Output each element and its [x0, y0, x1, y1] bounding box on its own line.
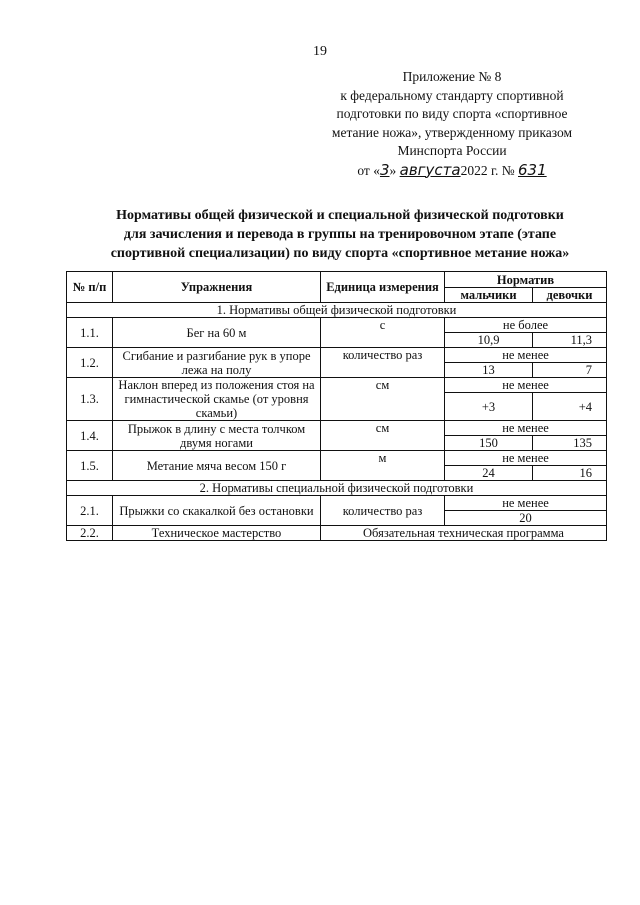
row-qualifier: не менее	[445, 451, 607, 466]
appendix-line2: к федеральному стандарту спортивной	[340, 87, 564, 103]
row-qualifier: не менее	[445, 378, 607, 393]
date-prefix: от «	[357, 162, 380, 178]
row-exercise: Техническое мастерство	[113, 526, 321, 541]
page-number: 19	[313, 44, 327, 59]
row-qualifier: не менее	[445, 348, 607, 363]
row-both: 20	[445, 511, 607, 526]
order-number: 631	[518, 160, 547, 179]
header-norm: Норматив	[445, 272, 607, 288]
row-num: 1.4.	[67, 421, 113, 451]
row-qualifier: не менее	[445, 421, 607, 436]
row-boys: 24	[445, 466, 533, 481]
header-boys: мальчики	[445, 288, 533, 303]
row-unit: см	[321, 421, 445, 451]
row-exercise: Сгибание и разгибание рук в упоре лежа на полу	[113, 348, 321, 378]
date-day: 3	[379, 160, 390, 179]
row-unit: м	[321, 451, 445, 481]
row-girls: 11,3	[533, 333, 607, 348]
section-general: 1. Нормативы общей физической подготовки	[67, 303, 607, 318]
header-unit: Единица измерения	[321, 272, 445, 303]
row-num: 1.3.	[67, 378, 113, 421]
row-qualifier: не более	[445, 318, 607, 333]
row-num: 1.2.	[67, 348, 113, 378]
row-boys: 10,9	[445, 333, 533, 348]
row-girls: +4	[533, 393, 607, 421]
row-exercise: Метание мяча весом 150 г	[113, 451, 321, 481]
header-exercise: Упражнения	[113, 272, 321, 303]
section-special: 2. Нормативы специальной физической подготовки	[67, 481, 607, 496]
row-exercise: Прыжок в длину с места толчком двумя ногами	[113, 421, 321, 451]
header-num: № п/п	[67, 272, 113, 303]
document-title	[70, 206, 610, 263]
row-num: 1.5.	[67, 451, 113, 481]
date-month: августа	[399, 160, 461, 179]
date-year: 2022 г. №	[460, 162, 515, 178]
row-girls: 135	[533, 436, 607, 451]
row-exercise: Бег на 60 м	[113, 318, 321, 348]
row-program: Обязательная техническая программа	[321, 526, 607, 541]
appendix-header	[302, 68, 602, 180]
row-boys: 13	[445, 363, 533, 378]
row-unit: количество раз	[321, 496, 445, 526]
header-girls: девочки	[533, 288, 607, 303]
row-exercise: Наклон вперед из положения стоя на гимнастической скамье (от уровня скамьи)	[113, 378, 321, 421]
row-num: 2.1.	[67, 496, 113, 526]
row-qualifier: не менее	[445, 496, 607, 511]
appendix-line4: метание ножа», утвержденному приказом	[331, 124, 573, 140]
order-date-line	[302, 161, 602, 181]
row-girls: 7	[533, 363, 607, 378]
appendix-line1: Приложение № 8	[402, 69, 502, 84]
appendix-line3: подготовки по виду спорта «спортивное	[336, 106, 568, 121]
row-unit: см	[321, 378, 445, 421]
row-unit: с	[321, 318, 445, 348]
row-boys: +3	[445, 393, 533, 421]
row-num: 1.1.	[67, 318, 113, 348]
appendix-line5: Минспорта России	[397, 143, 507, 158]
row-exercise: Прыжки со скакалкой без остановки	[113, 496, 321, 526]
title-line3: спортивной специализации) по виду спорта «спортивное метание ножа»	[110, 246, 570, 261]
row-num: 2.2.	[67, 526, 113, 541]
date-mid: »	[389, 162, 397, 178]
title-line2: для зачисления и перевода в группы на тренировочном этапе (этапе	[123, 227, 557, 242]
row-girls: 16	[533, 466, 607, 481]
standards-table	[66, 271, 607, 541]
row-boys: 150	[445, 436, 533, 451]
row-unit: количество раз	[321, 348, 445, 378]
title-line1: Нормативы общей физической и специальной физической подготовки	[116, 208, 564, 223]
